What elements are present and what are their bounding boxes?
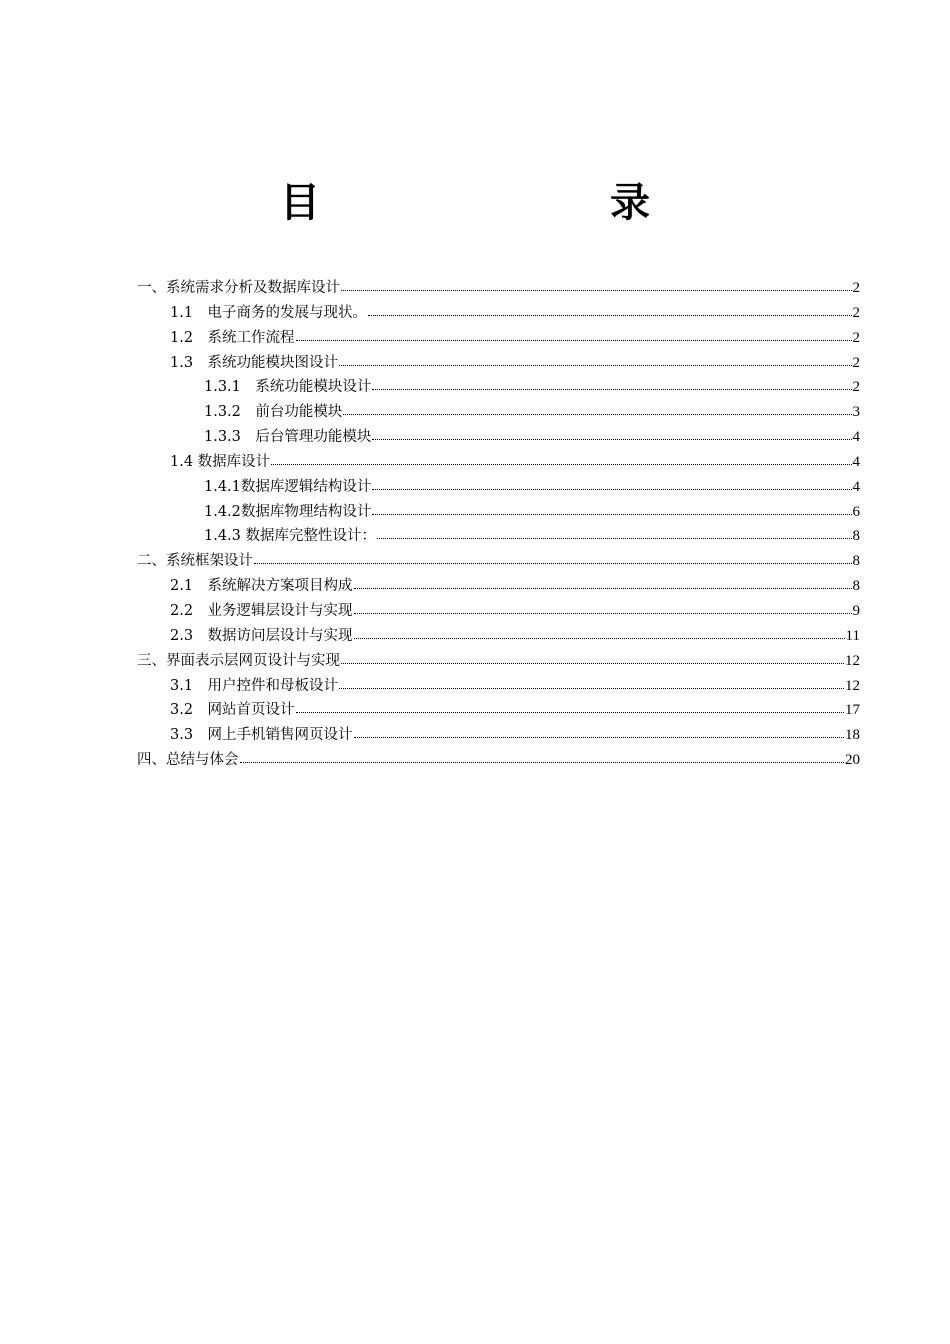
toc-entry-page-number: 4 [852, 429, 860, 446]
toc-entry-label: 1.3.2 前台功能模块 [204, 404, 343, 421]
toc-entry-page-number: 17 [845, 702, 860, 719]
toc-dot-leader [368, 315, 851, 316]
toc-entry-label: 1.3.1 系统功能模块设计 [204, 379, 372, 396]
toc-dot-leader [341, 663, 844, 664]
toc-dot-leader [372, 514, 851, 515]
toc-entry-label: 1.4.2数据库物理结构设计 [204, 503, 372, 520]
toc-entry[interactable] [137, 351, 860, 376]
toc-entry[interactable] [137, 698, 860, 723]
toc-entry-page-number: 9 [852, 602, 860, 619]
toc-entry[interactable] [137, 723, 860, 748]
toc-entry[interactable] [137, 400, 860, 425]
toc-dot-leader [240, 762, 845, 763]
toc-dot-leader [343, 414, 851, 415]
toc-entry-label: 二、系统框架设计 [137, 553, 253, 570]
toc-entry-label: 1.4.3 数据库完整性设计： [204, 528, 377, 545]
toc-entry-label: 三、界面表示层网页设计与实现 [137, 652, 340, 669]
toc-entry[interactable] [137, 574, 860, 599]
toc-entry-label: 2.2 业务逻辑层设计与实现 [170, 602, 353, 619]
toc-entry[interactable] [137, 748, 860, 773]
toc-dot-leader [254, 563, 852, 564]
toc-dot-leader [372, 439, 851, 440]
toc-dot-leader [354, 613, 852, 614]
toc-dot-leader [377, 538, 851, 539]
toc-dot-leader [339, 688, 844, 689]
toc-entry-label: 3.1 用户控件和母板设计 [170, 677, 339, 694]
toc-entry-label: 2.3 数据访问层设计与实现 [170, 627, 353, 644]
toc-entry-label: 1.1 电子商务的发展与现状。 [170, 304, 368, 321]
toc-entry-page-number: 4 [852, 453, 860, 470]
toc-entry-page-number: 2 [852, 329, 860, 346]
toc-entry-label: 2.1 系统解决方案项目构成 [170, 578, 353, 595]
toc-entry-label: 1.3 系统功能模块图设计 [170, 354, 339, 371]
toc-entry[interactable] [137, 500, 860, 525]
toc-entry[interactable] [137, 599, 860, 624]
toc-list [137, 276, 860, 773]
toc-entry[interactable] [137, 624, 860, 649]
toc-entry[interactable] [137, 549, 860, 574]
toc-entry-page-number: 8 [852, 578, 860, 595]
toc-entry[interactable] [137, 649, 860, 674]
toc-entry[interactable] [137, 301, 860, 326]
toc-entry[interactable] [137, 326, 860, 351]
toc-entry-label: 3.3 网上手机销售网页设计 [170, 727, 353, 744]
toc-entry-page-number: 4 [852, 478, 860, 495]
toc-entry-page-number: 2 [852, 280, 860, 296]
toc-entry-page-number: 20 [845, 752, 860, 769]
toc-entry-label: 1.3.3 后台管理功能模块 [204, 429, 372, 446]
toc-entry-page-number: 3 [852, 404, 860, 421]
toc-entry[interactable] [137, 475, 860, 500]
toc-entry[interactable] [137, 450, 860, 475]
toc-entry-label: 3.2 网站首页设计 [170, 702, 295, 719]
toc-title: 目 录 [280, 179, 720, 226]
toc-entry[interactable] [137, 276, 860, 301]
toc-dot-leader [341, 290, 852, 291]
toc-dot-leader [354, 737, 844, 738]
toc-dot-leader [354, 588, 852, 589]
toc-entry-label: 一、系统需求分析及数据库设计 [137, 280, 340, 296]
toc-entry-page-number: 2 [852, 379, 860, 396]
toc-dot-leader [296, 340, 852, 341]
toc-entry-page-number: 18 [845, 727, 860, 744]
toc-entry[interactable] [137, 375, 860, 400]
toc-entry-label: 四、总结与体会 [137, 752, 239, 769]
toc-entry-label: 1.4 数据库设计 [170, 453, 271, 470]
toc-dot-leader [354, 638, 845, 639]
toc-entry-page-number: 8 [852, 553, 860, 570]
toc-entry-page-number: 2 [852, 354, 860, 371]
toc-dot-leader [296, 712, 844, 713]
toc-dot-leader [372, 389, 851, 390]
toc-entry-page-number: 12 [845, 677, 860, 694]
toc-entry-page-number: 11 [845, 627, 860, 644]
toc-entry[interactable] [137, 524, 860, 549]
toc-entry-label: 1.4.1数据库逻辑结构设计 [204, 478, 372, 495]
toc-dot-leader [372, 489, 851, 490]
toc-entry-page-number: 12 [845, 652, 860, 669]
toc-entry-page-number: 8 [852, 528, 860, 545]
toc-dot-leader [339, 365, 851, 366]
toc-dot-leader [271, 464, 851, 465]
toc-entry[interactable] [137, 674, 860, 699]
toc-entry[interactable] [137, 425, 860, 450]
toc-entry-page-number: 2 [852, 304, 860, 321]
toc-entry-page-number: 6 [852, 503, 860, 520]
toc-entry-label: 1.2 系统工作流程 [170, 329, 295, 346]
